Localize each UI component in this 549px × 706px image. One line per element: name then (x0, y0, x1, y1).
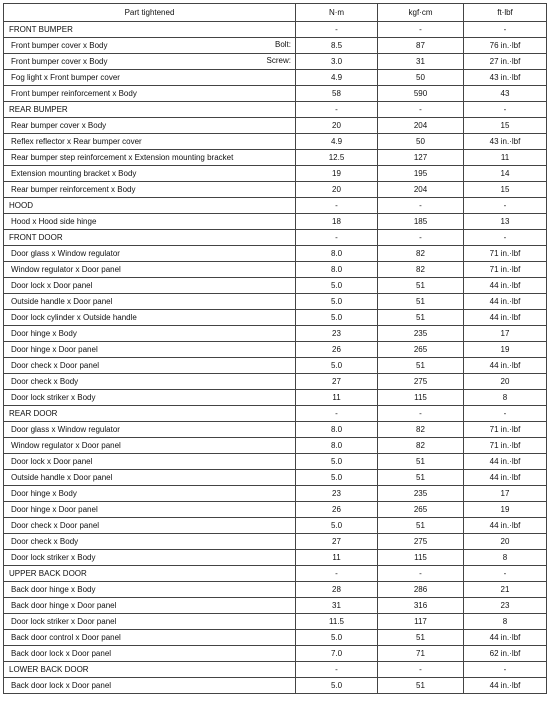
table-row (4, 294, 547, 310)
table-row (4, 678, 547, 694)
kgf-value: 82 (378, 246, 464, 262)
ftlbf-value: 8 (464, 550, 547, 566)
part-label (4, 390, 296, 406)
table-row (4, 310, 547, 326)
kgf-value: 275 (378, 534, 464, 550)
part-label (4, 630, 296, 646)
part-text: Door lock striker x Body (11, 392, 96, 402)
part-label (4, 134, 296, 150)
part-text: Door glass x Window regulator (11, 248, 120, 258)
nm-value: 11.5 (296, 614, 378, 630)
nm-value: - (296, 102, 378, 118)
ftlbf-value: 44 in.·lbf (464, 518, 547, 534)
table-row (4, 422, 547, 438)
ftlbf-value: 8 (464, 390, 547, 406)
table-row (4, 454, 547, 470)
kgf-value: 51 (378, 454, 464, 470)
nm-value: 12.5 (296, 150, 378, 166)
part-text: Back door hinge x Body (11, 584, 96, 594)
ftlbf-value: - (464, 198, 547, 214)
ftlbf-value: 71 in.·lbf (464, 438, 547, 454)
section-row (4, 230, 547, 246)
kgf-value: 127 (378, 150, 464, 166)
nm-value: - (296, 230, 378, 246)
part-label (4, 454, 296, 470)
kgf-value: 51 (378, 358, 464, 374)
ftlbf-value: 76 in.·lbf (464, 38, 547, 54)
kgf-value: 82 (378, 438, 464, 454)
kgf-value: 82 (378, 262, 464, 278)
ftlbf-value: 17 (464, 326, 547, 342)
ftlbf-value: 44 in.·lbf (464, 630, 547, 646)
part-text: Outside handle x Door panel (11, 472, 113, 482)
kgf-value: 204 (378, 182, 464, 198)
part-label (4, 70, 296, 86)
section-row (4, 566, 547, 582)
table-row (4, 262, 547, 278)
table-row (4, 630, 547, 646)
ftlbf-value: 19 (464, 502, 547, 518)
nm-value: 31 (296, 598, 378, 614)
part-text: Door lock x Door panel (11, 280, 93, 290)
table-row (4, 390, 547, 406)
nm-value: 11 (296, 550, 378, 566)
kgf-value: 82 (378, 422, 464, 438)
kgf-value: - (378, 230, 464, 246)
ftlbf-value: 44 in.·lbf (464, 470, 547, 486)
part-text: Door glass x Window regulator (11, 424, 120, 434)
section-label (4, 198, 296, 214)
nm-value: 27 (296, 534, 378, 550)
kgf-value: - (378, 406, 464, 422)
kgf-value: 590 (378, 86, 464, 102)
table-row (4, 134, 547, 150)
part-text: Window regulator x Door panel (11, 440, 121, 450)
kgf-value: 31 (378, 54, 464, 70)
section-label (4, 406, 296, 422)
nm-value: 11 (296, 390, 378, 406)
nm-value: 26 (296, 502, 378, 518)
table-row (4, 342, 547, 358)
nm-value: 5.0 (296, 294, 378, 310)
part-text: Door lock cylinder x Outside handle (11, 312, 137, 322)
ftlbf-value: 62 in.·lbf (464, 646, 547, 662)
part-text: Front bumper cover x Body (11, 56, 108, 66)
part-text: UPPER BACK DOOR (9, 568, 87, 578)
table-row (4, 150, 547, 166)
part-text: Door hinge x Door panel (11, 504, 98, 514)
nm-value: - (296, 406, 378, 422)
part-text: Door check x Body (11, 376, 79, 386)
ftlbf-value: 71 in.·lbf (464, 422, 547, 438)
nm-value: - (296, 198, 378, 214)
nm-value: 8.0 (296, 438, 378, 454)
nm-value: 8.5 (296, 38, 378, 54)
nm-value: 5.0 (296, 310, 378, 326)
nm-value: 4.9 (296, 134, 378, 150)
ftlbf-value: 71 in.·lbf (464, 262, 547, 278)
part-label (4, 438, 296, 454)
part-text: Door lock striker x Body (11, 552, 96, 562)
part-text: Window regulator x Door panel (11, 264, 121, 274)
nm-value: 5.0 (296, 630, 378, 646)
kgf-value: 286 (378, 582, 464, 598)
part-text: HOOD (9, 200, 33, 210)
part-label (4, 246, 296, 262)
ftlbf-value: 13 (464, 214, 547, 230)
part-label (4, 614, 296, 630)
kgf-value: - (378, 198, 464, 214)
part-text: Door lock striker x Door panel (11, 616, 117, 626)
ftlbf-value: 44 in.·lbf (464, 310, 547, 326)
part-label (4, 374, 296, 390)
section-label (4, 102, 296, 118)
table-row (4, 518, 547, 534)
ftlbf-value: - (464, 102, 547, 118)
ftlbf-value: 8 (464, 614, 547, 630)
table-row (4, 438, 547, 454)
header-ft: ft·lbf (464, 4, 547, 22)
kgf-value: 204 (378, 118, 464, 134)
table-row (4, 534, 547, 550)
part-label (4, 326, 296, 342)
part-label (4, 582, 296, 598)
part-label (4, 534, 296, 550)
table-row (4, 246, 547, 262)
nm-value: 23 (296, 326, 378, 342)
part-text: FRONT BUMPER (9, 24, 73, 34)
kgf-value: 51 (378, 278, 464, 294)
kgf-value: 71 (378, 646, 464, 662)
table-row (4, 326, 547, 342)
part-text: FRONT DOOR (9, 232, 63, 242)
ftlbf-value: 43 in.·lbf (464, 70, 547, 86)
table-row (4, 166, 547, 182)
part-label (4, 422, 296, 438)
part-text: Outside handle x Door panel (11, 296, 113, 306)
part-label (4, 86, 296, 102)
kgf-value: 87 (378, 38, 464, 54)
part-label (4, 54, 296, 70)
part-text: Door hinge x Door panel (11, 344, 98, 354)
table-row (4, 486, 547, 502)
table-row (4, 70, 547, 86)
kgf-value: 235 (378, 326, 464, 342)
ftlbf-value: - (464, 230, 547, 246)
part-label (4, 278, 296, 294)
part-label (4, 310, 296, 326)
table-row (4, 182, 547, 198)
header-row (4, 4, 547, 22)
nm-value: 58 (296, 86, 378, 102)
ftlbf-value: 23 (464, 598, 547, 614)
table-body (4, 22, 547, 694)
nm-value: 8.0 (296, 246, 378, 262)
nm-value: 28 (296, 582, 378, 598)
nm-value: 26 (296, 342, 378, 358)
section-row (4, 22, 547, 38)
table-row (4, 502, 547, 518)
ftlbf-value: 44 in.·lbf (464, 278, 547, 294)
part-text: Rear bumper reinforcement x Body (11, 184, 136, 194)
ftlbf-value: 17 (464, 486, 547, 502)
fastener-note: Bolt: (274, 40, 291, 49)
nm-value: 5.0 (296, 518, 378, 534)
nm-value: - (296, 22, 378, 38)
part-label (4, 150, 296, 166)
kgf-value: 115 (378, 390, 464, 406)
nm-value: 8.0 (296, 422, 378, 438)
table-row (4, 278, 547, 294)
torque-table (3, 3, 547, 694)
kgf-value: 115 (378, 550, 464, 566)
table-row (4, 214, 547, 230)
part-label (4, 262, 296, 278)
part-text: Back door control x Door panel (11, 632, 121, 642)
part-label (4, 358, 296, 374)
section-row (4, 102, 547, 118)
header-nm: N·m (296, 4, 378, 22)
table-row (4, 374, 547, 390)
table-row (4, 54, 547, 70)
part-label (4, 294, 296, 310)
nm-value: 20 (296, 118, 378, 134)
part-text: Front bumper reinforcement x Body (11, 88, 137, 98)
part-label (4, 470, 296, 486)
fastener-note: Screw: (266, 56, 291, 65)
kgf-value: - (378, 22, 464, 38)
nm-value: 20 (296, 182, 378, 198)
part-label (4, 38, 296, 54)
table-row (4, 582, 547, 598)
part-text: Extension mounting bracket x Body (11, 168, 137, 178)
section-label (4, 22, 296, 38)
ftlbf-value: 43 in.·lbf (464, 134, 547, 150)
part-label (4, 598, 296, 614)
nm-value: - (296, 566, 378, 582)
table-row (4, 118, 547, 134)
table-row (4, 358, 547, 374)
kgf-value: 185 (378, 214, 464, 230)
part-text: LOWER BACK DOOR (9, 664, 89, 674)
part-text: Door check x Door panel (11, 520, 100, 530)
nm-value: 5.0 (296, 454, 378, 470)
ftlbf-value: 15 (464, 182, 547, 198)
part-text: Back door lock x Door panel (11, 680, 112, 690)
nm-value: 5.0 (296, 358, 378, 374)
kgf-value: 50 (378, 134, 464, 150)
table-row (4, 38, 547, 54)
kgf-value: 195 (378, 166, 464, 182)
part-text: Hood x Hood side hinge (11, 216, 97, 226)
part-label (4, 518, 296, 534)
part-label (4, 550, 296, 566)
part-text: REAR BUMPER (9, 104, 68, 114)
part-text: Fog light x Front bumper cover (11, 72, 120, 82)
part-label (4, 118, 296, 134)
part-text: Door check x Door panel (11, 360, 100, 370)
part-label (4, 678, 296, 694)
nm-value: 5.0 (296, 470, 378, 486)
part-text: Door hinge x Body (11, 328, 77, 338)
ftlbf-value: 19 (464, 342, 547, 358)
ftlbf-value: - (464, 406, 547, 422)
header-kgf: kgf·cm (378, 4, 464, 22)
table-row (4, 646, 547, 662)
section-row (4, 406, 547, 422)
part-text: Back door hinge x Door panel (11, 600, 117, 610)
kgf-value: 50 (378, 70, 464, 86)
kgf-value: 51 (378, 294, 464, 310)
part-label (4, 214, 296, 230)
nm-value: 4.9 (296, 70, 378, 86)
kgf-value: 51 (378, 470, 464, 486)
ftlbf-value: 71 in.·lbf (464, 246, 547, 262)
ftlbf-value: 44 in.·lbf (464, 294, 547, 310)
part-text: Rear bumper step reinforcement x Extension mounting bracket (11, 152, 234, 162)
kgf-value: 316 (378, 598, 464, 614)
section-row (4, 198, 547, 214)
table-row (4, 470, 547, 486)
part-label (4, 646, 296, 662)
ftlbf-value: 14 (464, 166, 547, 182)
nm-value: 19 (296, 166, 378, 182)
section-row (4, 662, 547, 678)
part-text: REAR DOOR (9, 408, 58, 418)
kgf-value: - (378, 566, 464, 582)
part-text: Door lock x Door panel (11, 456, 93, 466)
table-row (4, 550, 547, 566)
ftlbf-value: 44 in.·lbf (464, 358, 547, 374)
part-label (4, 166, 296, 182)
kgf-value: 51 (378, 310, 464, 326)
kgf-value: 51 (378, 630, 464, 646)
ftlbf-value: 44 in.·lbf (464, 678, 547, 694)
kgf-value: 275 (378, 374, 464, 390)
section-label (4, 566, 296, 582)
ftlbf-value: 20 (464, 534, 547, 550)
ftlbf-value: 21 (464, 582, 547, 598)
nm-value: 27 (296, 374, 378, 390)
part-label (4, 486, 296, 502)
nm-value: - (296, 662, 378, 678)
kgf-value: 51 (378, 518, 464, 534)
part-label (4, 502, 296, 518)
ftlbf-value: - (464, 22, 547, 38)
part-text: Door check x Body (11, 536, 79, 546)
nm-value: 7.0 (296, 646, 378, 662)
kgf-value: 117 (378, 614, 464, 630)
part-text: Rear bumper cover x Body (11, 120, 107, 130)
nm-value: 23 (296, 486, 378, 502)
ftlbf-value: 20 (464, 374, 547, 390)
kgf-value: 265 (378, 502, 464, 518)
part-label (4, 182, 296, 198)
ftlbf-value: 11 (464, 150, 547, 166)
nm-value: 3.0 (296, 54, 378, 70)
ftlbf-value: - (464, 566, 547, 582)
part-label (4, 342, 296, 358)
nm-value: 5.0 (296, 278, 378, 294)
section-label (4, 662, 296, 678)
section-label (4, 230, 296, 246)
ftlbf-value: - (464, 662, 547, 678)
nm-value: 18 (296, 214, 378, 230)
part-text: Back door lock x Door panel (11, 648, 112, 658)
nm-value: 8.0 (296, 262, 378, 278)
ftlbf-value: 15 (464, 118, 547, 134)
part-text: Front bumper cover x Body (11, 40, 108, 50)
ftlbf-value: 27 in.·lbf (464, 54, 547, 70)
part-text: Door hinge x Body (11, 488, 77, 498)
ftlbf-value: 44 in.·lbf (464, 454, 547, 470)
kgf-value: - (378, 102, 464, 118)
ftlbf-value: 43 (464, 86, 547, 102)
header-part: Part tightened (4, 4, 296, 22)
nm-value: 5.0 (296, 678, 378, 694)
kgf-value: 51 (378, 678, 464, 694)
table-row (4, 86, 547, 102)
kgf-value: 235 (378, 486, 464, 502)
part-text: Reflex reflector x Rear bumper cover (11, 136, 142, 146)
kgf-value: - (378, 662, 464, 678)
kgf-value: 265 (378, 342, 464, 358)
table-row (4, 614, 547, 630)
table-row (4, 598, 547, 614)
